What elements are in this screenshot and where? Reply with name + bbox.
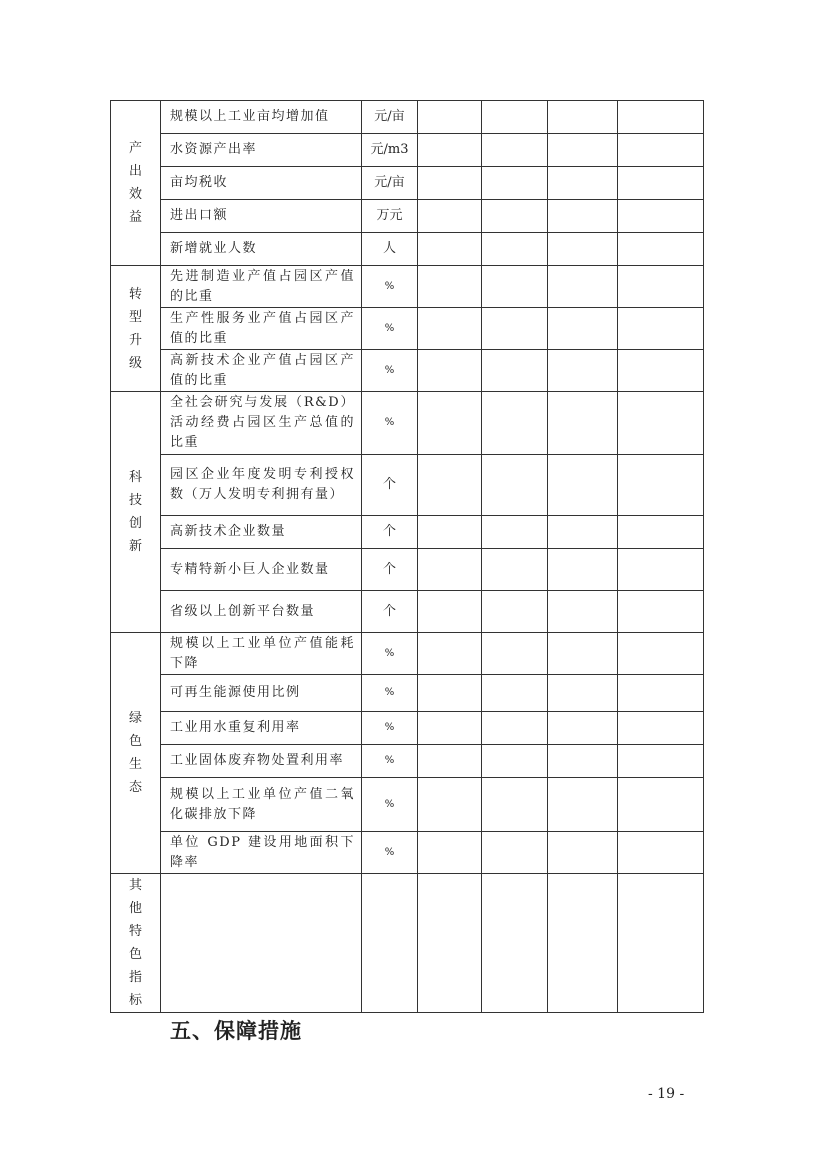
value-cell[interactable] [548,308,618,350]
value-cell[interactable] [418,745,482,778]
unit-cell: 元/亩 [362,167,418,200]
value-cell[interactable] [618,549,704,591]
table-row [111,633,704,675]
indicator-cell: 高新技术企业产值占园区产值的比重 [161,350,362,392]
unit-cell: 万元 [362,200,418,233]
value-cell[interactable] [418,633,482,675]
value-cell[interactable] [482,633,548,675]
section-heading: 五、保障措施 [170,1019,302,1043]
value-cell[interactable] [618,712,704,745]
indicator-table [110,100,704,1013]
value-cell[interactable] [618,516,704,549]
indicator-cell: 生产性服务业产值占园区产值的比重 [161,308,362,350]
unit-cell: % [362,266,418,308]
value-cell[interactable] [548,778,618,832]
value-cell[interactable] [618,591,704,633]
table-row [111,874,704,1013]
value-cell[interactable] [418,591,482,633]
category-cell [111,392,161,633]
value-cell[interactable] [548,455,618,516]
value-cell[interactable] [618,233,704,266]
value-cell[interactable] [482,200,548,233]
value-cell[interactable] [548,167,618,200]
value-cell[interactable] [548,832,618,874]
value-cell[interactable] [548,350,618,392]
value-cell[interactable] [482,778,548,832]
value-cell[interactable] [482,233,548,266]
table-row [111,549,704,591]
value-cell[interactable] [618,134,704,167]
indicator-cell: 工业用水重复利用率 [161,712,362,745]
unit-cell: % [362,392,418,455]
indicator-cell: 高新技术企业数量 [161,516,362,549]
category-cell [111,633,161,874]
table-row [111,233,704,266]
unit-cell: % [362,633,418,675]
value-cell[interactable] [482,134,548,167]
unit-cell: % [362,832,418,874]
value-cell[interactable] [482,167,548,200]
value-cell[interactable] [548,266,618,308]
value-cell[interactable] [482,549,548,591]
indicator-cell: 规模以上工业单位产值二氧化碳排放下降 [161,778,362,832]
page-number: - 19 - [648,1086,685,1102]
table-row [111,675,704,712]
value-cell[interactable] [482,874,548,1013]
value-cell[interactable] [482,308,548,350]
indicator-cell: 新增就业人数 [161,233,362,266]
indicator-cell: 规模以上工业单位产值能耗下降 [161,633,362,675]
value-cell[interactable] [548,712,618,745]
value-cell[interactable] [418,516,482,549]
value-cell[interactable] [482,832,548,874]
unit-cell: 个 [362,455,418,516]
table-row [111,712,704,745]
value-cell[interactable] [618,455,704,516]
unit-cell: % [362,350,418,392]
value-cell[interactable] [418,266,482,308]
unit-cell: % [362,308,418,350]
indicator-cell: 规模以上工业亩均增加值 [161,101,362,134]
value-cell[interactable] [418,308,482,350]
value-cell[interactable] [618,266,704,308]
indicator-cell: 专精特新小巨人企业数量 [161,549,362,591]
unit-cell: % [362,675,418,712]
value-cell[interactable] [418,392,482,455]
value-cell[interactable] [482,392,548,455]
value-cell[interactable] [548,392,618,455]
value-cell[interactable] [618,200,704,233]
value-cell[interactable] [618,745,704,778]
indicator-cell: 省级以上创新平台数量 [161,591,362,633]
unit-cell: % [362,712,418,745]
value-cell[interactable] [618,350,704,392]
unit-cell: 元/m3 [362,134,418,167]
value-cell[interactable] [548,134,618,167]
value-cell[interactable] [482,745,548,778]
value-cell[interactable] [418,675,482,712]
value-cell[interactable] [618,392,704,455]
value-cell[interactable] [482,675,548,712]
unit-cell: % [362,745,418,778]
indicator-cell: 进出口额 [161,200,362,233]
indicator-cell: 工业固体废弃物处置利用率 [161,745,362,778]
value-cell[interactable] [482,266,548,308]
unit-cell: 个 [362,591,418,633]
table-row [111,778,704,832]
unit-cell: 个 [362,549,418,591]
category-label: 产出效益 [128,141,142,225]
table-row [111,350,704,392]
table-row [111,591,704,633]
category-label: 科技创新 [128,470,142,554]
value-cell[interactable] [418,778,482,832]
indicator-cell: 可再生能源使用比例 [161,675,362,712]
value-cell[interactable] [548,874,618,1013]
value-cell[interactable] [418,832,482,874]
value-cell[interactable] [618,167,704,200]
table-row [111,200,704,233]
indicator-cell: 全社会研究与发展（R&D）活动经费占园区生产总值的比重 [161,392,362,455]
table-row [111,308,704,350]
category-cell [111,874,161,1013]
table-row [111,266,704,308]
indicator-cell: 水资源产出率 [161,134,362,167]
indicator-cell: 亩均税收 [161,167,362,200]
table-row [111,134,704,167]
value-cell[interactable] [482,591,548,633]
value-cell[interactable] [548,233,618,266]
category-cell [111,101,161,266]
value-cell[interactable] [548,549,618,591]
value-cell[interactable] [618,874,704,1013]
value-cell[interactable] [548,745,618,778]
value-cell[interactable] [548,675,618,712]
unit-cell: 元/亩 [362,101,418,134]
table-row [111,455,704,516]
category-label: 其他特色指标 [128,878,142,1008]
value-cell[interactable] [618,308,704,350]
value-cell[interactable] [418,455,482,516]
indicator-cell [161,874,362,1013]
value-cell[interactable] [418,134,482,167]
value-cell[interactable] [482,516,548,549]
value-cell[interactable] [618,633,704,675]
value-cell[interactable] [418,350,482,392]
value-cell[interactable] [548,516,618,549]
value-cell[interactable] [418,712,482,745]
value-cell[interactable] [418,233,482,266]
unit-cell: 人 [362,233,418,266]
indicator-cell: 园区企业年度发明专利授权数（万人发明专利拥有量） [161,455,362,516]
table-row [111,516,704,549]
category-label: 转型升级 [128,286,142,371]
value-cell[interactable] [418,200,482,233]
value-cell[interactable] [548,633,618,675]
value-cell[interactable] [418,101,482,134]
value-cell[interactable] [482,712,548,745]
table-row [111,101,704,134]
value-cell[interactable] [618,675,704,712]
indicator-cell: 单位 GDP 建设用地面积下降率 [161,832,362,874]
value-cell[interactable] [418,167,482,200]
indicator-cell: 先进制造业产值占园区产值的比重 [161,266,362,308]
unit-cell [362,874,418,1013]
value-cell[interactable] [418,549,482,591]
unit-cell: 个 [362,516,418,549]
value-cell[interactable] [548,591,618,633]
table-row [111,745,704,778]
category-label: 绿色生态 [128,711,142,795]
category-cell [111,266,161,392]
value-cell[interactable] [618,832,704,874]
value-cell[interactable] [548,200,618,233]
table-row [111,392,704,455]
value-cell[interactable] [482,101,548,134]
table-row [111,832,704,874]
value-cell[interactable] [618,778,704,832]
table-row [111,167,704,200]
value-cell[interactable] [418,874,482,1013]
value-cell[interactable] [482,350,548,392]
value-cell[interactable] [482,455,548,516]
unit-cell: % [362,778,418,832]
value-cell[interactable] [548,101,618,134]
value-cell[interactable] [618,101,704,134]
